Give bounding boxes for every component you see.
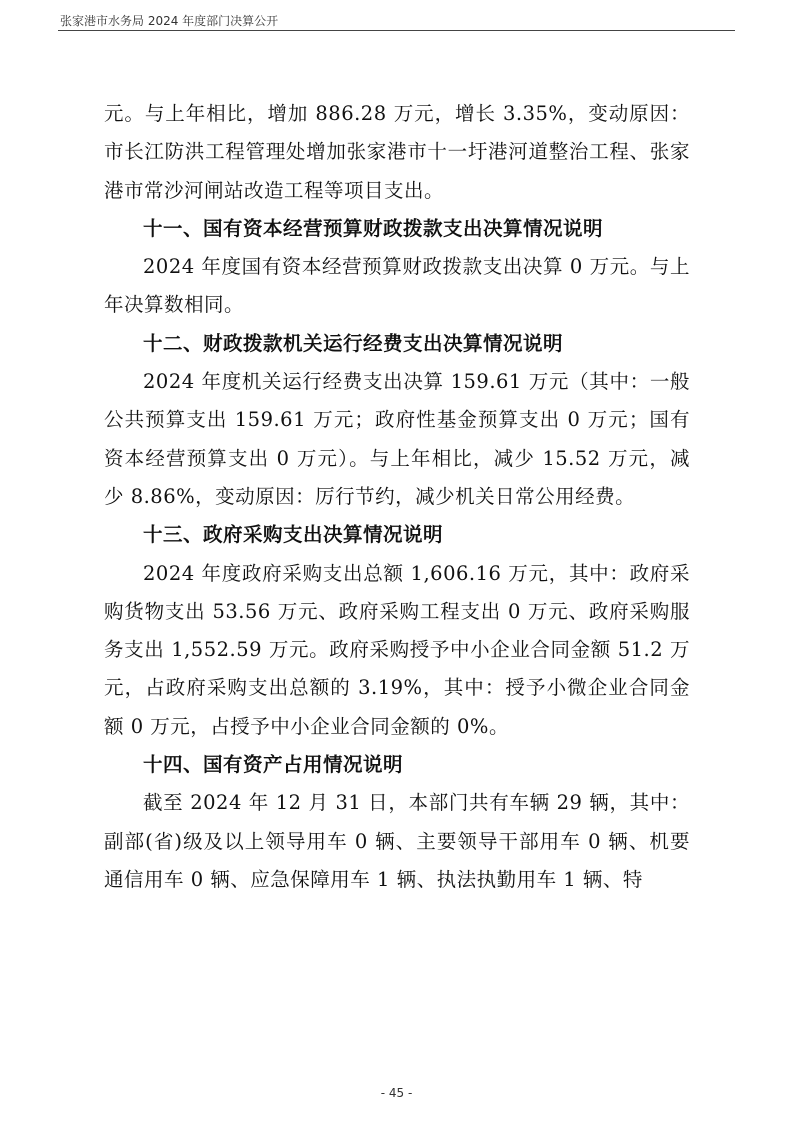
header-divider: [58, 30, 735, 31]
section-body-11: 2024 年度国有资本经营预算财政拨款支出决算 0 万元。与上年决算数相同。: [104, 255, 690, 317]
section-body-13: 2024 年度政府采购支出总额 1,606.16 万元，其中：政府采购货物支出 53.56 万元、政府采购工程支出 0 万元、政府采购服务支出 1,552.59 万元。政府采购授予中小企业合同金额 51.2 万元，占政府采购支出总额的 3.19%，其中：授予小微企业合同金额 0 万元，占授予中小企业合同金额的 0%。: [104, 561, 690, 738]
section-body-14: 截至 2024 年 12 月 31 日，本部门共有车辆 29 辆，其中：副部(省)级及以上领导用车 0 辆、主要领导干部用车 0 辆、机要通信用车 0 辆、应急保障用车 1 辆、执法执勤用车 1 辆、特: [104, 791, 690, 891]
section-heading-12: 十二、财政拨款机关运行经费支出决算情况说明: [143, 331, 564, 355]
page-number: - 45 -: [380, 1086, 413, 1100]
section-heading-14: 十四、国有资产占用情况说明: [143, 753, 404, 777]
section-heading-11: 十一、国有资本经营预算财政拨款支出决算情况说明: [143, 216, 604, 240]
section-heading-13: 十三、政府采购支出决算情况说明: [143, 523, 444, 547]
page-header: 张家港市水务局 2024 年度部门决算公开: [60, 14, 279, 28]
paragraph-intro: 元。与上年相比，增加 886.28 万元，增长 3.35%，变动原因：市长江防洪工程管理处增加张家港市十一圩港河道整治工程、张家港市常沙河闸站改造工程等项目支出。: [104, 102, 690, 202]
document-body: [104, 95, 690, 899]
section-body-12: 2024 年度机关运行经费支出决算 159.61 万元（其中：一般公共预算支出 159.61 万元；政府性基金预算支出 0 万元；国有资本经营预算支出 0 万元）。与上年相比，减少 15.52 万元，减少 8.86%，变动原因：厉行节约，减少机关日常公用经费。: [104, 370, 690, 508]
